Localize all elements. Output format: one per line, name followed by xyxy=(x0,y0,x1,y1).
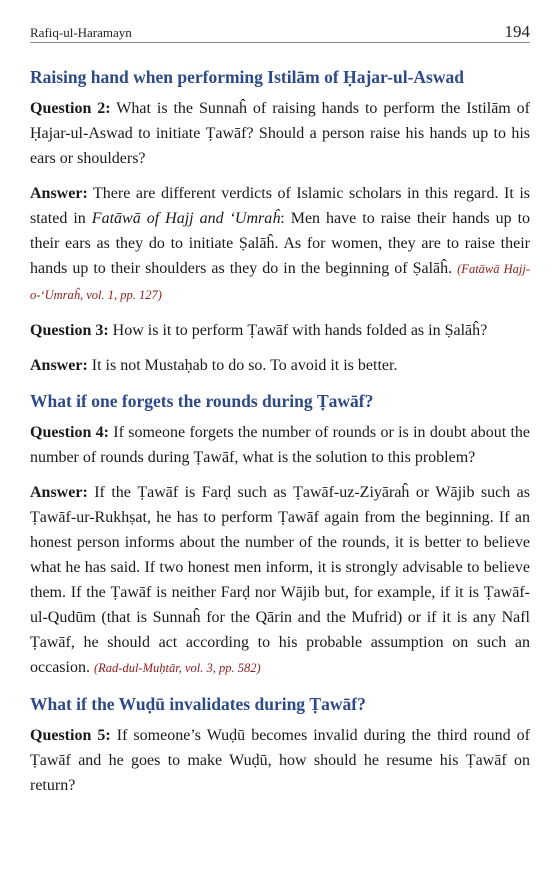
answer-label: Answer: xyxy=(30,357,88,374)
answer-3 xyxy=(30,353,530,378)
section-heading-wudu: What if the Wuḍū invalidates during Ṭawāf? xyxy=(30,694,366,714)
running-title: Rafiq-ul-Haramayn xyxy=(30,25,132,40)
question-5 xyxy=(30,723,530,798)
section-heading-istilam: Raising hand when performing Istilām of Ḥajar-ul-Aswad xyxy=(30,67,464,87)
answer-text: If the Ṭawāf is Farḍ such as Ṭawāf-uz-Ziyāraĥ or Wājib such as Ṭawāf-ur-Rukhṣat, he has to perform Ṭawāf again from the beginning. If an honest person informs about the number of the rounds, it is better to believe what he has said. If two honest men inform, it is strongly advisable to believe them. If the Ṭawāf is neither Farḍ nor Wājib but, for example, if it is Ṭawāf-ul-Qudūm (that is Sunnaĥ for the Qārin and the Mufrid) or if it is any Nafl Ṭawāf, he should act according to his probable assumption on such an occasion. xyxy=(30,484,531,676)
reference-citation: (Rad-dul-Muḥtār, vol. 3, pp. 582) xyxy=(93,661,261,675)
answer-text-continued: : Men have to raise their hands up to their ears as they do to initiate Ṣalāĥ. As for women, they are to raise their hands up to their shoulders as they do in the beginning of Ṣalāĥ. xyxy=(30,210,531,277)
book-page xyxy=(30,0,530,880)
question-label: Question 4: xyxy=(30,424,109,441)
question-label: Question 2: xyxy=(30,100,111,117)
question-text: What is the Sunnaĥ of raising hands to perform the Istilām of Ḥajar-ul-Aswad to initiate Ṭawāf? Should a person raise his hands up to his ears or shoulders? xyxy=(30,100,531,167)
question-label: Question 5: xyxy=(30,727,111,744)
running-header xyxy=(30,22,530,43)
question-text: If someone forgets the number of rounds or is in doubt about the number of rounds during Ṭawāf, what is the solution to this problem? xyxy=(30,424,530,466)
reference-citation: (Fatāwā Hajj-o-‘Umraĥ, vol. 1, pp. 127) xyxy=(30,262,531,302)
page-number: 194 xyxy=(504,22,530,41)
answer-text: There are different verdicts of Islamic scholars in this regard. It is stated in xyxy=(30,185,530,227)
answer-2 xyxy=(30,181,530,308)
answer-label: Answer: xyxy=(30,484,88,501)
question-3 xyxy=(30,318,530,343)
page-content xyxy=(30,64,530,808)
question-4 xyxy=(30,420,530,470)
question-label: Question 3: xyxy=(30,322,109,339)
question-text: If someone’s Wuḍū becomes invalid during the third round of Ṭawāf and he goes to make Wuḍū, how should he resume his Ṭawāf on return? xyxy=(30,727,530,794)
answer-label: Answer: xyxy=(30,185,88,202)
answer-4 xyxy=(30,480,530,681)
cited-book-title: Fatāwā of Hajj and ‘Umraĥ xyxy=(91,210,281,227)
question-2 xyxy=(30,96,530,171)
question-text: How is it to perform Ṭawāf with hands folded as in Ṣalāĥ? xyxy=(112,322,488,339)
answer-text: It is not Mustaḥab to do so. To avoid it is better. xyxy=(91,357,398,374)
section-heading-forget-rounds: What if one forgets the rounds during Ṭawāf? xyxy=(30,391,374,411)
